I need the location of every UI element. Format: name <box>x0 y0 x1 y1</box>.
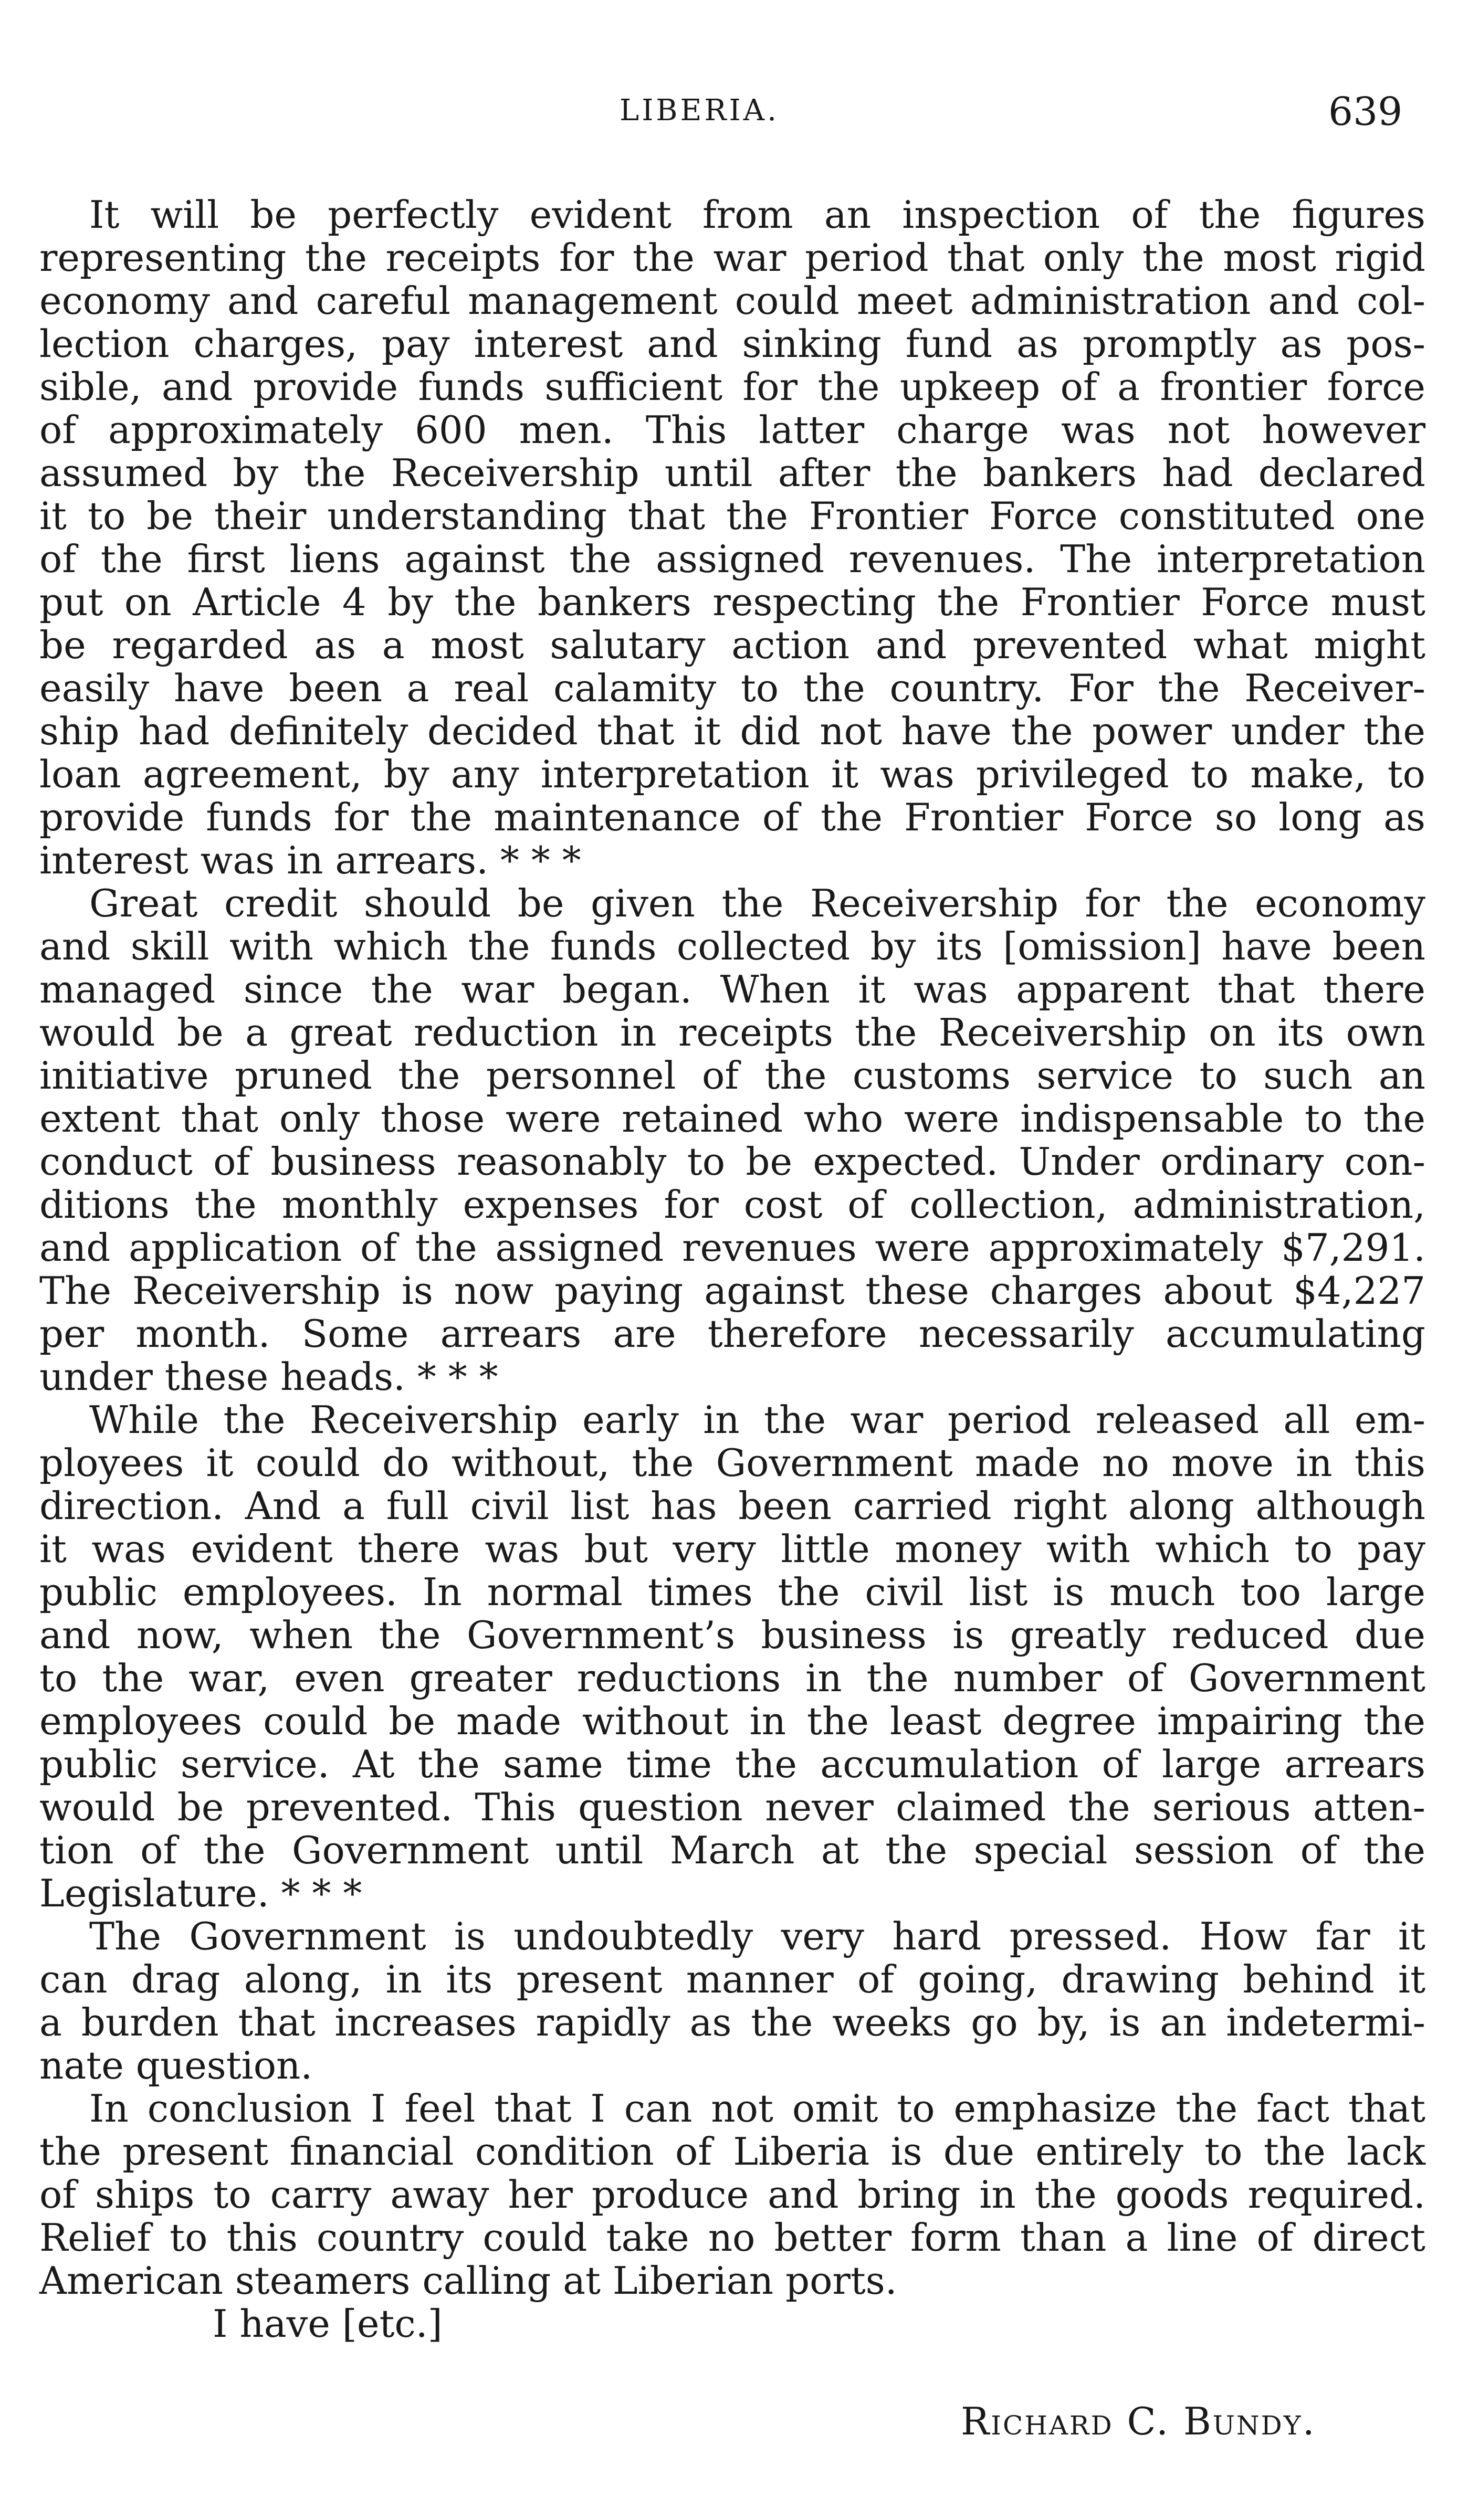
text-line: Relief to this country could take no better form than a line of direct <box>39 2216 1425 2260</box>
text-line: it was evident there was but very little money with which to pay <box>39 1527 1425 1571</box>
text-line: assumed by the Receivership until after the bankers had declared <box>39 451 1425 495</box>
text-line: be regarded as a most salutary action and prevented what might <box>39 623 1425 667</box>
text-line: conduct of business reasonably to be expected. Under ordinary con- <box>39 1140 1425 1184</box>
text-line: provide funds for the maintenance of the Frontier Force so long as <box>39 795 1425 839</box>
text-line: ditions the monthly expenses for cost of collection, administration, <box>39 1183 1425 1227</box>
text-line: put on Article 4 by the bankers respecting the Frontier Force must <box>39 580 1425 624</box>
text-line: initiative pruned the personnel of the customs service to such an <box>39 1053 1425 1098</box>
text-line: and application of the assigned revenues were approximately $7,291. <box>39 1226 1425 1270</box>
text-line: lection charges, pay interest and sinking fund as promptly as pos- <box>39 322 1425 366</box>
text-line: extent that only those were retained who were indispensable to the <box>39 1096 1425 1141</box>
text-line: a burden that increases rapidly as the weeks go by, is an indetermi- <box>39 2000 1425 2044</box>
text-line: per month. Some arrears are therefore necessarily accumulating <box>39 1312 1425 1356</box>
text-line: The Government is undoubtedly very hard pressed. How far it <box>89 1914 1425 1958</box>
running-head <box>0 89 1479 136</box>
text-line: managed since the war began. When it was apparent that there <box>39 967 1425 1011</box>
signature: Richard C. Bundy. <box>961 2399 1316 2443</box>
text-line: and skill with which the funds collected by its [omission] have been <box>39 924 1425 968</box>
text-line: representing the receipts for the war period that only the most rigid <box>39 236 1425 280</box>
text-line: of approximately 600 men. This latter charge was not however <box>39 408 1425 452</box>
text-line: tion of the Government until March at the special session of the <box>39 1828 1425 1872</box>
text-line: economy and careful management could meet administration and col- <box>39 279 1425 323</box>
letter-body <box>39 193 1425 2345</box>
text-line: loan agreement, by any interpretation it was privileged to make, to <box>39 752 1425 796</box>
text-line: public employees. In normal times the civil list is much too large <box>39 1570 1425 1614</box>
text-line: public service. At the same time the accumulation of large arrears <box>39 1742 1425 1786</box>
running-title: LIBERIA. <box>620 93 779 128</box>
page-number: 639 <box>1328 89 1403 134</box>
text-line: it to be their understanding that the Frontier Force constituted one <box>39 494 1425 538</box>
text-line: easily have been a real calamity to the country. For the Receiver- <box>39 666 1425 710</box>
text-line: to the war, even greater reductions in the number of Government <box>39 1656 1425 1700</box>
text-line: of the first liens against the assigned revenues. The interpretation <box>39 537 1425 581</box>
text-line: ployees it could do without, the Government made no move in this <box>39 1441 1425 1485</box>
text-line: interest was in arrears. * * * <box>39 838 581 882</box>
text-line: can drag along, in its present manner of going, drawing behind it <box>39 1957 1425 2001</box>
text-line: Great credit should be given the Receivership for the economy <box>89 881 1425 925</box>
text-line: employees could be made without in the least degree impairing the <box>39 1699 1425 1743</box>
text-line: In conclusion I feel that I can not omit to emphasize the fact that <box>89 2086 1425 2131</box>
text-line: direction. And a full civil list has been carried right along although <box>39 1484 1425 1528</box>
text-line: Legislature. * * * <box>39 1871 362 1915</box>
closing-line: I have [etc.] <box>213 2302 443 2346</box>
text-line: would be prevented. This question never claimed the serious atten- <box>39 1785 1425 1829</box>
text-line: It will be perfectly evident from an inspection of the figures <box>89 193 1425 237</box>
text-line: the present financial condition of Liberia is due entirely to the lack <box>39 2129 1425 2174</box>
text-line: While the Receivership early in the war period released all em- <box>89 1398 1425 1442</box>
text-line: sible, and provide funds sufficient for the upkeep of a frontier force <box>39 365 1425 409</box>
text-line: ship had definitely decided that it did not have the power under the <box>39 709 1425 753</box>
text-line: of ships to carry away her produce and bring in the goods required. <box>39 2173 1425 2217</box>
text-line: The Receivership is now paying against these charges about $4,227 <box>39 1269 1425 1313</box>
text-line: and now, when the Government’s business is greatly reduced due <box>39 1613 1425 1657</box>
text-line: under these heads. * * * <box>39 1355 498 1399</box>
text-line: nate question. <box>39 2043 313 2087</box>
text-line: would be a great reduction in receipts the Receivership on its own <box>39 1010 1425 1055</box>
text-line: American steamers calling at Liberian ports. <box>39 2259 897 2303</box>
